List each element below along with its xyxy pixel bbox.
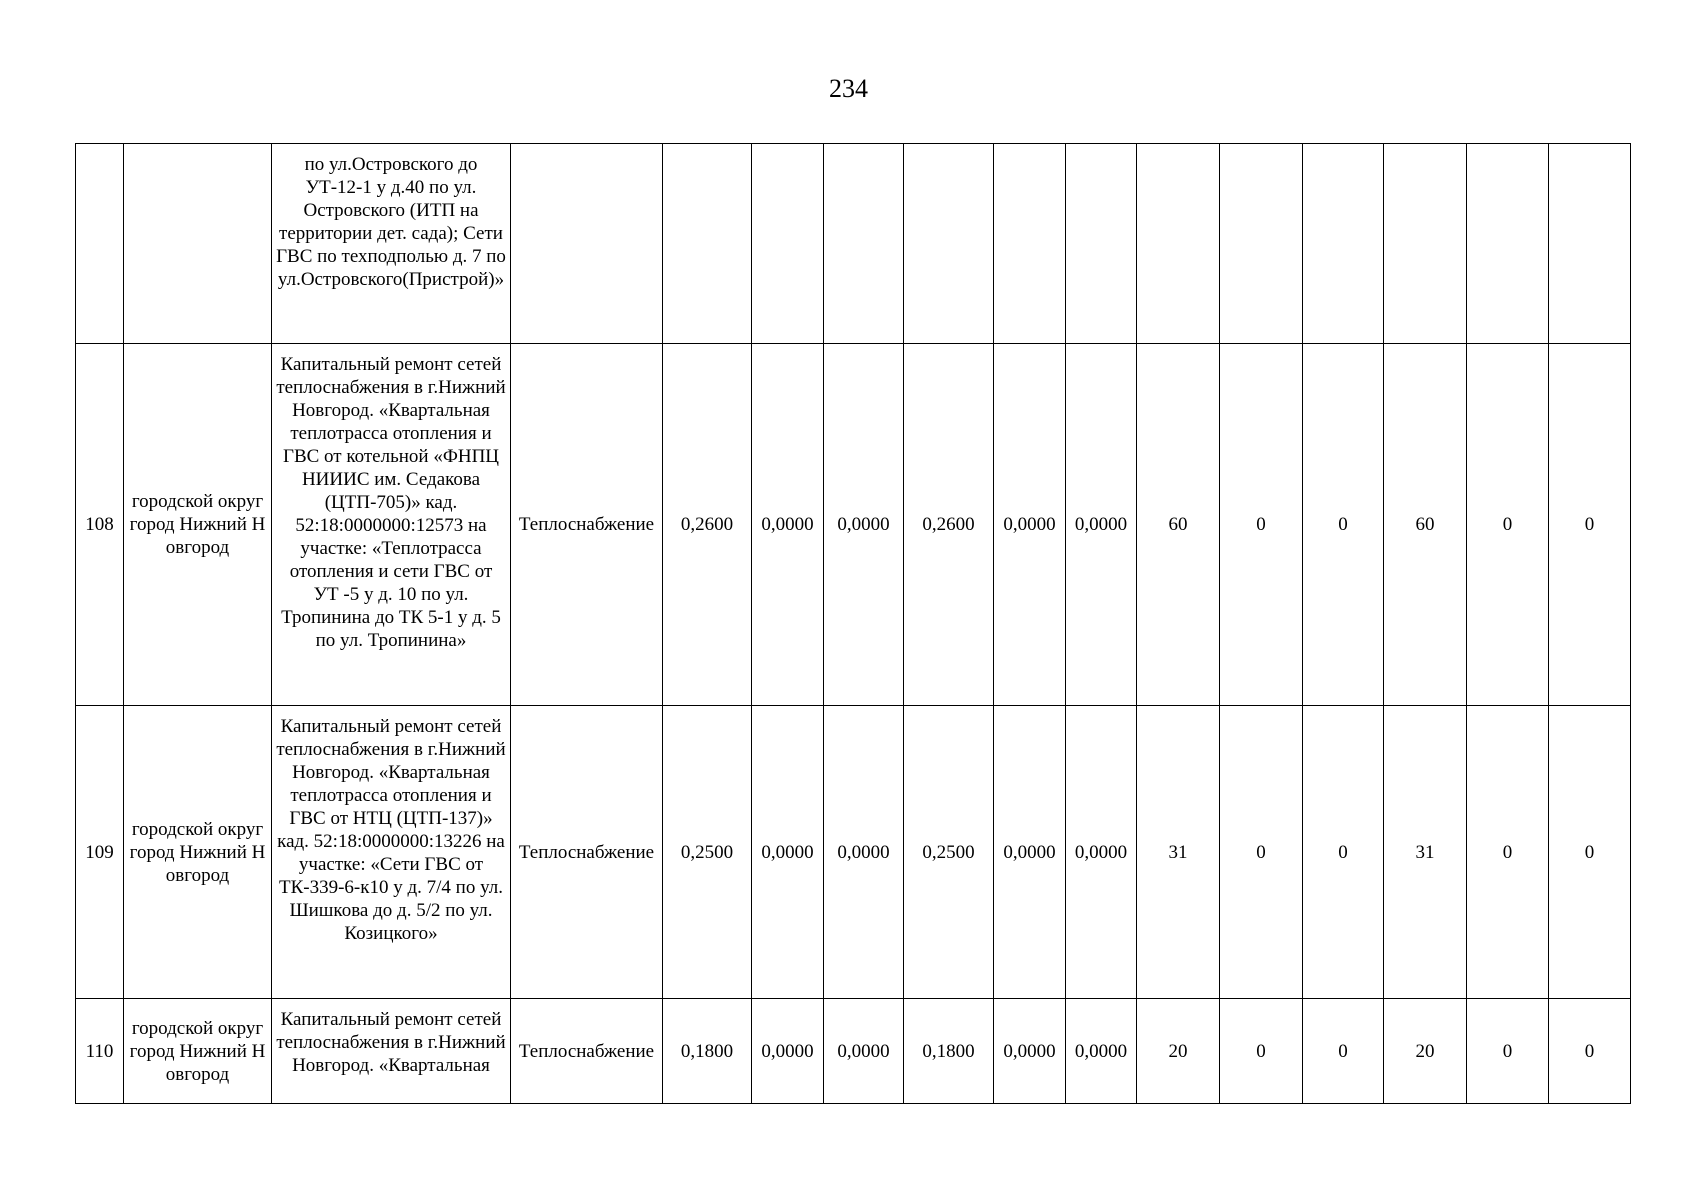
value-cell [1220,144,1303,344]
row-number: 110 [76,999,124,1104]
table-row [76,999,1631,1104]
municipality-cell: городской округ город Нижний Новгород [124,706,272,999]
value-cell: 0 [1303,999,1384,1104]
value-cell: 31 [1384,706,1467,999]
value-cell: 0,0000 [824,344,904,706]
value-cell: 0 [1549,706,1631,999]
value-cell: 0 [1303,706,1384,999]
value-cell [1303,144,1384,344]
works-table [75,143,1631,1104]
value-cell [663,144,752,344]
value-cell: 0,0000 [1066,706,1137,999]
value-cell: 0,0000 [752,706,824,999]
value-cell: 0 [1467,344,1549,706]
value-cell: 20 [1384,999,1467,1104]
table-row [76,706,1631,999]
value-cell: 0 [1220,344,1303,706]
municipality-cell: городской округ город Нижний Новгород [124,999,272,1104]
value-cell: 0,2500 [663,706,752,999]
value-cell: 0 [1303,344,1384,706]
value-cell: 60 [1384,344,1467,706]
value-cell: 0 [1549,344,1631,706]
description-cell: Капитальный ремонт сетей теплоснабжения в г.Нижний Новгород. «Квартальная теплотрасса отопления и ГВС от НТЦ (ЦТП-137)» кад. 52:18:0000000:13226 на участке: «Сети ГВС от ТК-339-6-к10 у д. 7/4 по ул. Шишкова до д. 5/2 по ул. Козицкого» [272,706,511,999]
value-cell [904,144,994,344]
value-cell: 60 [1137,344,1220,706]
value-cell: 0,0000 [994,999,1066,1104]
value-cell: 0 [1220,999,1303,1104]
description-cell: Капитальный ремонт сетей теплоснабжения в г.Нижний Новгород. «Квартальная [272,999,511,1104]
value-cell [1549,144,1631,344]
page-number: 234 [829,74,868,103]
value-cell: 20 [1137,999,1220,1104]
value-cell [824,144,904,344]
type-cell: Теплоснабжение [511,999,663,1104]
value-cell: 0,2500 [904,706,994,999]
municipality-cell [124,144,272,344]
value-cell: 0,0000 [752,344,824,706]
value-cell [1137,144,1220,344]
description-cell: Капитальный ремонт сетей теплоснабжения в г.Нижний Новгород. «Квартальная теплотрасса отопления и ГВС от котельной «ФНПЦ НИИИС им. Седакова (ЦТП-705)» кад. 52:18:0000000:12573 на участке: «Теплотрасса отопления и сети ГВС от УТ -5 у д. 10 по ул. Тропинина до ТК 5-1 у д. 5 по ул. Тропинина» [272,344,511,706]
row-number: 109 [76,706,124,999]
value-cell [752,144,824,344]
table-row [76,344,1631,706]
value-cell: 0 [1467,999,1549,1104]
value-cell: 0,0000 [994,344,1066,706]
municipality-cell: городской округ город Нижний Новгород [124,344,272,706]
value-cell: 0,0000 [994,706,1066,999]
value-cell [1384,144,1467,344]
type-cell: Теплоснабжение [511,706,663,999]
value-cell: 0,0000 [824,706,904,999]
value-cell: 0,0000 [1066,344,1137,706]
value-cell: 0 [1467,706,1549,999]
value-cell: 0,2600 [663,344,752,706]
type-cell [511,144,663,344]
value-cell [994,144,1066,344]
value-cell [1066,144,1137,344]
value-cell: 0,0000 [752,999,824,1104]
value-cell: 0 [1220,706,1303,999]
value-cell: 0 [1549,999,1631,1104]
row-number [76,144,124,344]
value-cell: 0,1800 [904,999,994,1104]
row-number: 108 [76,344,124,706]
value-cell: 0,0000 [824,999,904,1104]
type-cell: Теплоснабжение [511,344,663,706]
value-cell: 0,2600 [904,344,994,706]
value-cell: 31 [1137,706,1220,999]
value-cell: 0,1800 [663,999,752,1104]
description-cell: по ул.Островского до УТ-12-1 у д.40 по ул. Островского (ИТП на территории дет. сада); Сети ГВС по техподполью д. 7 по ул.Островского(Пристрой)» [272,144,511,344]
value-cell: 0,0000 [1066,999,1137,1104]
value-cell [1467,144,1549,344]
table-row [76,144,1631,344]
